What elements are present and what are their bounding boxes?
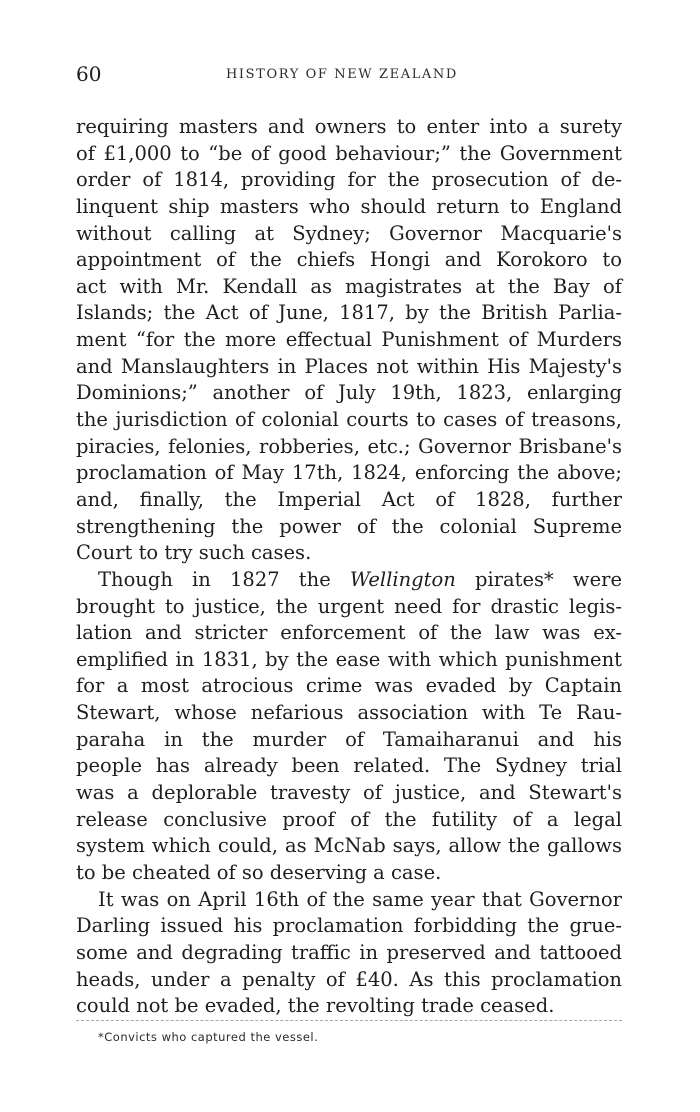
text-line: and, finally, the Imperial Act of 1828, further (76, 487, 622, 511)
page-header (76, 62, 624, 92)
text-line: was a deplorable travesty of justice, and Stewart's (76, 781, 622, 805)
text-line: people has already been related. The Sydney trial (76, 754, 622, 778)
text-line: brought to justice, the urgent need for drastic legis- (76, 594, 622, 618)
text-line: proclamation of May 17th, 1824, enforcing the above; (76, 461, 622, 485)
text-line: Court to try such cases. (76, 541, 312, 565)
text-line: to be cheated of so deserving a case. (76, 860, 442, 884)
footnote: *Convicts who captured the vessel. (98, 1030, 319, 1044)
text-line: release conclusive proof of the futility of a legal (76, 807, 622, 831)
paragraph (76, 567, 622, 887)
text-line: piracies, felonies, robberies, etc.; Governor Brisbane's (76, 434, 622, 458)
text-line: system which could, as McNab says, allow the gallows (76, 834, 622, 858)
text-fragment: pirates* were (474, 567, 623, 591)
running-title: HISTORY OF NEW ZEALAND (226, 67, 458, 82)
text-line: lation and stricter enforcement of the law was ex- (76, 621, 622, 645)
text-line: could not be evaded, the revolting trade ceased. (76, 994, 555, 1018)
text-line: and Manslaughters in Places not within His Majesty's (76, 354, 622, 378)
text-line: linquent ship masters who should return to England (76, 194, 622, 218)
text-line: act with Mr. Kendall as magistrates at the Bay of (76, 274, 622, 298)
text-line: strengthening the power of the colonial Supreme (76, 514, 622, 538)
text-line: heads, under a penalty of £40. As this proclamation (76, 967, 622, 991)
body-text (76, 114, 622, 1020)
paragraph (76, 887, 622, 1020)
text-line: ment “for the more effectual Punishment of Murders (76, 328, 622, 352)
text-line: of £1,000 to “be of good behaviour;” the Government (76, 141, 622, 165)
ship-name-italic: Wellington (349, 567, 456, 591)
text-line: It was on April 16th of the same year that Governor (98, 887, 622, 911)
text-line: order of 1814, providing for the prosecution of de- (76, 168, 622, 192)
text-line: emplified in 1831, by the ease with which punishment (76, 647, 622, 671)
page-number: 60 (76, 62, 102, 86)
text-line: Darling issued his proclamation forbidding the grue- (76, 914, 622, 938)
paragraph (76, 114, 622, 567)
text-line: for a most atrocious crime was evaded by Captain (76, 674, 622, 698)
text-fragment: Though in 1827 the (98, 567, 331, 591)
text-line: without calling at Sydney; Governor Macquarie's (76, 221, 622, 245)
text-line: Islands; the Act of June, 1817, by the British Parlia- (76, 301, 622, 325)
text-line-with-italic (76, 567, 622, 594)
text-line: some and degrading traffic in preserved and tattooed (76, 940, 622, 964)
text-line: appointment of the chiefs Hongi and Korokoro to (76, 248, 622, 272)
text-line: paraha in the murder of Tamaiharanui and his (76, 727, 622, 751)
text-line: the jurisdiction of colonial courts to cases of treasons, (76, 408, 622, 432)
text-line: requiring masters and owners to enter into a surety (76, 115, 622, 138)
text-line: Dominions;” another of July 19th, 1823, enlarging (76, 381, 622, 405)
footnote-divider (76, 1020, 622, 1022)
text-line: Stewart, whose nefarious association with Te Rau- (76, 701, 622, 725)
